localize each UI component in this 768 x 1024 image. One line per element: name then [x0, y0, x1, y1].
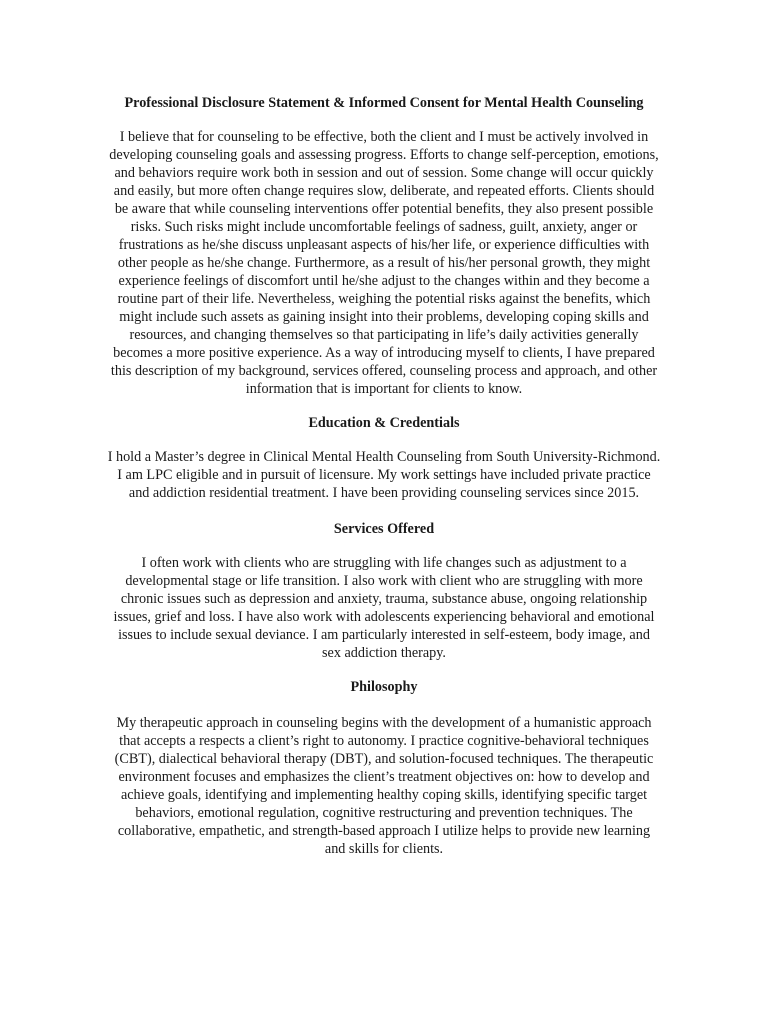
text-line: information that is important for clients to know. [245, 381, 523, 397]
text-line: risks. Such risks might include uncomfortable feelings of sadness, guilt, anxiety, anger or [130, 219, 638, 235]
education-heading: Education & Credentials [308, 415, 460, 431]
text-line: developing counseling goals and assessing progress. Efforts to change self-perception, emotions, [109, 147, 659, 163]
text-line: I believe that for counseling to be effective, both the client and I must be actively involved in [119, 129, 649, 145]
services-paragraph [86, 554, 682, 662]
text-line: I am LPC eligible and in pursuit of licensure. My work settings have included private practice [117, 467, 651, 483]
text-line: and addiction residential treatment. I have been providing counseling services since 2015. [128, 485, 640, 501]
text-line: developmental stage or life transition. I also work with client who are struggling with more [125, 573, 643, 589]
education-paragraph [86, 448, 682, 502]
philosophy-paragraph [86, 714, 682, 858]
text-line: routine part of their life. Nevertheless, weighing the potential risks against the benefits, which [117, 291, 651, 307]
text-line: and behaviors require work both in session and out of session. Some change will occur quickly [114, 165, 654, 181]
document-title: Professional Disclosure Statement & Informed Consent for Mental Health Counseling [124, 95, 644, 111]
text-line: other people as he/she change. Furthermore, as a result of his/her personal growth, they might [117, 255, 651, 271]
text-line: achieve goals, identifying and implementing healthy coping skills, identifying specific target [120, 787, 648, 803]
text-line: experience feelings of discomfort until he/she adjust to the changes within and they become a [118, 273, 650, 289]
text-line: might include such assets as gaining insight into their problems, developing coping skills and [119, 309, 649, 325]
services-heading: Services Offered [333, 521, 435, 537]
text-line: this description of my background, services offered, counseling process and approach, and other [110, 363, 658, 379]
text-line: resources, and changing themselves so that participating in life’s daily activities generally [129, 327, 639, 343]
text-line: that accepts a respects a client’s right to autonomy. I practice cognitive-behavioral techniques [119, 733, 649, 749]
text-line: (CBT), dialectical behavioral therapy (DBT), and solution-focused techniques. The therapeutic [114, 751, 654, 767]
text-line: chronic issues such as depression and anxiety, trauma, substance abuse, ongoing relationship [120, 591, 648, 607]
text-line: environment focuses and emphasizes the client’s treatment objectives on: how to develop and [118, 769, 650, 785]
text-line: behaviors, emotional regulation, cognitive restructuring and prevention techniques. The [135, 805, 633, 821]
text-line: sex addiction therapy. [322, 645, 446, 661]
intro-paragraph [86, 128, 682, 398]
text-line: issues to include sexual deviance. I am particularly interested in self-esteem, body image, and [118, 627, 650, 643]
text-line: issues, grief and loss. I have also work with adolescents experiencing behavioral and emotional [113, 609, 655, 625]
text-line: and skills for clients. [324, 841, 444, 857]
text-line: I hold a Master’s degree in Clinical Mental Health Counseling from South University-Richmond. [107, 449, 661, 465]
text-line: and easily, but more often change requires slow, deliberate, and repeated efforts. Clients should [113, 183, 655, 199]
title-block [86, 94, 682, 112]
text-line: be aware that while counseling interventions offer potential benefits, they also present possible [114, 201, 654, 217]
philosophy-heading: Philosophy [350, 679, 418, 695]
text-line: collaborative, empathetic, and strength-based approach I utilize helps to provide new learning [117, 823, 651, 839]
text-line: I often work with clients who are struggling with life changes such as adjustment to a [141, 555, 627, 571]
text-line: frustrations as he/she discuss unpleasant aspects of his/her life, or experience difficulties with [118, 237, 650, 253]
text-line: becomes a more positive experience. As a way of introducing myself to clients, I have prepared [113, 345, 655, 361]
text-line: My therapeutic approach in counseling begins with the development of a humanistic approach [116, 715, 652, 731]
